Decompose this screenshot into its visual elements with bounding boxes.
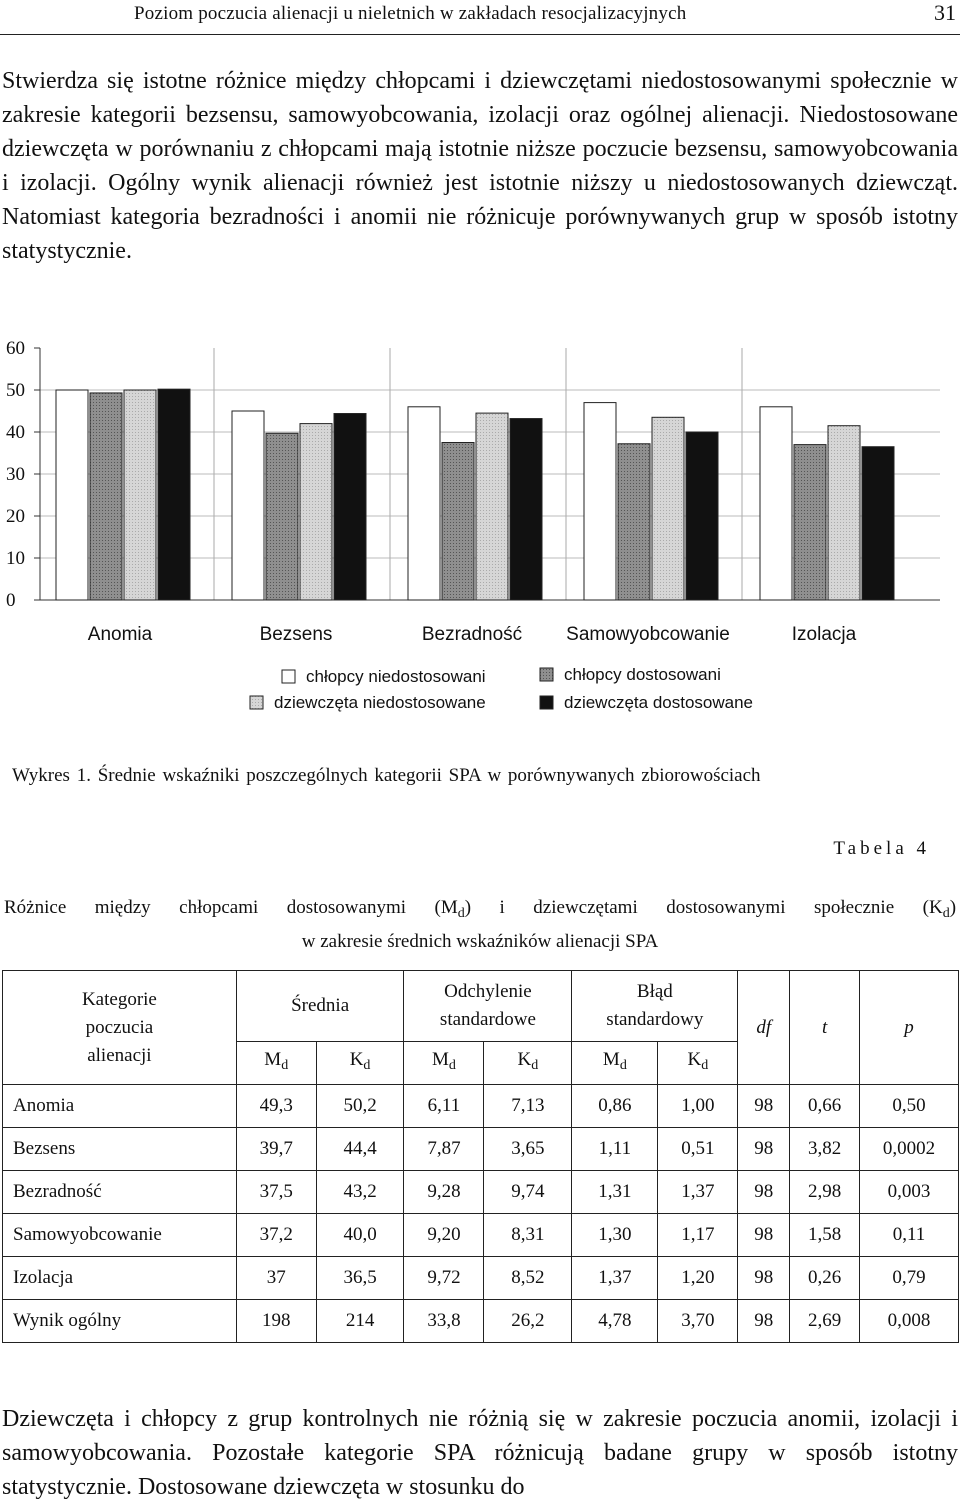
header-df-text: df xyxy=(756,1016,772,1038)
table-cell: 0,11 xyxy=(860,1214,959,1257)
legend-label: dziewczęta niedostosowane xyxy=(274,693,486,712)
category-label: Izolacja xyxy=(791,624,857,645)
table-body xyxy=(3,1085,959,1343)
table-cell-category: Anomia xyxy=(3,1085,237,1128)
table-cell: 1,17 xyxy=(658,1214,738,1257)
figure-caption: Wykres 1. Średnie wskaźniki poszczególnych kategorii SPA w porównywanych zbiorowościach xyxy=(12,765,761,786)
bar xyxy=(828,426,860,600)
body-paragraph: Stwierdza się istotne różnice między chłopcami i dziewczętami niedostosowanymi społecznie w zakresie kategorii bezsensu, samowyobcowania, izolacji oraz ogólnej alienacji. Niedostosowane dziewczęta w porównaniu z chłopcami mają istotnie niższe poczucie bezsensu, samowyobcowania i izolacji. Ogólny wynik alienacji również jest istotnie niższy u niedostosowanych dziewcząt. Natomiast kategoria bezradności i anomii nie różnicuje porównywanych grup w sposób istotny statystycznie. xyxy=(2,68,958,264)
header-t xyxy=(790,971,860,1085)
bar xyxy=(124,390,156,600)
table-cell: 4,78 xyxy=(572,1300,658,1343)
table-cell: 8,52 xyxy=(484,1257,572,1300)
chart-bars xyxy=(56,389,894,600)
table-cell: 37 xyxy=(236,1257,316,1300)
table-cell: 1,00 xyxy=(658,1085,738,1128)
table-cell: 39,7 xyxy=(236,1128,316,1171)
bar xyxy=(686,432,718,600)
header-category: Kategorie poczucia alienacji xyxy=(3,971,237,1085)
bar xyxy=(90,393,122,600)
table-cell: 1,30 xyxy=(572,1214,658,1257)
table-cell: 37,5 xyxy=(236,1171,316,1214)
caption-text-c: ) xyxy=(949,897,957,918)
table-cell: 0,003 xyxy=(860,1171,959,1214)
running-head xyxy=(0,0,960,35)
bar xyxy=(158,389,190,600)
y-tick-label: 60 xyxy=(6,338,25,359)
bar xyxy=(618,444,650,600)
bar xyxy=(232,411,264,600)
chart-legend xyxy=(250,665,753,712)
table-cell: 9,20 xyxy=(404,1214,484,1257)
table-cell: 37,2 xyxy=(236,1214,316,1257)
data-table xyxy=(2,970,959,1343)
table-cell: 7,87 xyxy=(404,1128,484,1171)
table-cell: 9,28 xyxy=(404,1171,484,1214)
bar xyxy=(584,403,616,600)
table-cell: 198 xyxy=(236,1300,316,1343)
table-cell: 44,4 xyxy=(316,1128,404,1171)
bar xyxy=(760,407,792,600)
table-number: Tabela 4 xyxy=(833,838,930,859)
table-cell: 3,82 xyxy=(790,1128,860,1171)
caption-text-b: ) i dziewczętami dostosowanymi społecznie (K xyxy=(464,897,943,918)
table-caption-line2: w zakresie średnich wskaźników alienacji SPA xyxy=(301,931,659,952)
table-cell: 0,008 xyxy=(860,1300,959,1343)
table-cell-category: Izolacja xyxy=(3,1257,237,1300)
table-caption xyxy=(0,894,960,956)
bar xyxy=(408,407,440,600)
table-cell: 1,37 xyxy=(572,1257,658,1300)
table-cell: 50,2 xyxy=(316,1085,404,1128)
y-tick-label: 50 xyxy=(6,380,25,401)
bar xyxy=(862,447,894,600)
header-sd-M: $M_d$ xyxy=(404,1042,484,1085)
bar xyxy=(510,419,542,600)
header-sd-K: $K_d$ xyxy=(484,1042,572,1085)
table-cell: 1,31 xyxy=(572,1171,658,1214)
header-mean-K: $K_d$ xyxy=(316,1042,404,1085)
table-cell: 0,50 xyxy=(860,1085,959,1128)
header-df xyxy=(738,971,790,1085)
legend-swatch xyxy=(540,668,553,681)
table-cell: 0,79 xyxy=(860,1257,959,1300)
table-row xyxy=(3,1257,959,1300)
table-cell-category: Samowyobcowanie xyxy=(3,1214,237,1257)
table-row xyxy=(3,1214,959,1257)
table-cell: 3,65 xyxy=(484,1128,572,1171)
header-mean-M: $M_d$ xyxy=(236,1042,316,1085)
category-label: Bezradność xyxy=(421,624,523,645)
legend-swatch xyxy=(282,670,295,683)
table-row xyxy=(3,1300,959,1343)
page-number: 31 xyxy=(934,0,956,25)
table-cell: 0,26 xyxy=(790,1257,860,1300)
legend-swatch xyxy=(250,696,263,709)
table-cell: 98 xyxy=(738,1128,790,1171)
bar xyxy=(652,417,684,600)
table-cell: 98 xyxy=(738,1171,790,1214)
table-cell: 2,98 xyxy=(790,1171,860,1214)
header-mean: Średnia xyxy=(236,971,404,1042)
header-p-text: p xyxy=(904,1016,914,1038)
bar xyxy=(476,413,508,600)
table-row xyxy=(3,1085,959,1128)
table-cell: 26,2 xyxy=(484,1300,572,1343)
table-row xyxy=(3,1128,959,1171)
body-paragraph: Dziewczęta i chłopcy z grup kontrolnych nie różnią się w zakresie poczucia anomii, izolacji i samowyobcowania. Pozostałe kategorie SPA różnicują badane grupy w sposób istotny statystycznie. Dostosowane dziewczęta w stosunku do xyxy=(2,1406,958,1500)
table-caption-line1 xyxy=(0,894,960,928)
legend-label: dziewczęta dostosowane xyxy=(564,693,754,712)
table-cell: 3,70 xyxy=(658,1300,738,1343)
header-se: Błąd standardowy xyxy=(572,971,738,1042)
category-label: Bezsens xyxy=(259,624,333,645)
header-t-text: t xyxy=(821,1016,828,1038)
table-cell: 98 xyxy=(738,1085,790,1128)
legend-label: chłopcy niedostosowani xyxy=(306,667,486,686)
header-sd: Odchylenie standardowe xyxy=(404,971,572,1042)
table-cell: 0,86 xyxy=(572,1085,658,1128)
table-cell: 40,0 xyxy=(316,1214,404,1257)
table-cell: 7,13 xyxy=(484,1085,572,1128)
y-tick-label: 40 xyxy=(6,422,25,443)
table-cell: 43,2 xyxy=(316,1171,404,1214)
category-label: Anomia xyxy=(87,624,153,645)
table-cell: 9,74 xyxy=(484,1171,572,1214)
table-cell-category: Bezsens xyxy=(3,1128,237,1171)
caption-sub: d xyxy=(942,906,950,921)
table-cell: 1,11 xyxy=(572,1128,658,1171)
bar-chart xyxy=(0,330,960,730)
table-row xyxy=(3,1171,959,1214)
legend-label: chłopcy dostosowani xyxy=(564,665,721,684)
table-cell: 0,66 xyxy=(790,1085,860,1128)
table-cell: 33,8 xyxy=(404,1300,484,1343)
y-tick-label: 10 xyxy=(6,548,25,569)
table-cell: 0,51 xyxy=(658,1128,738,1171)
bar xyxy=(266,433,298,600)
legend-swatch xyxy=(540,696,553,709)
table-cell: 1,20 xyxy=(658,1257,738,1300)
running-title: Poziom poczucia alienacji u nieletnich w zakładach resocjalizacyjnych xyxy=(134,3,687,24)
table-cell: 2,69 xyxy=(790,1300,860,1343)
table-cell: 8,31 xyxy=(484,1214,572,1257)
table-cell: 98 xyxy=(738,1300,790,1343)
caption-text-a: Różnice między chłopcami dostosowanymi (M xyxy=(4,897,458,918)
bar xyxy=(442,443,474,601)
table-cell: 98 xyxy=(738,1214,790,1257)
header-p xyxy=(860,971,959,1085)
table-cell-category: Wynik ogólny xyxy=(3,1300,237,1343)
table-cell: 1,58 xyxy=(790,1214,860,1257)
table-cell-category: Bezradność xyxy=(3,1171,237,1214)
table-cell: 214 xyxy=(316,1300,404,1343)
table-cell: 1,37 xyxy=(658,1171,738,1214)
y-tick-label: 20 xyxy=(6,506,25,527)
table-cell: 98 xyxy=(738,1257,790,1300)
table-cell: 6,11 xyxy=(404,1085,484,1128)
table-cell: 36,5 xyxy=(316,1257,404,1300)
header-se-K: $K_d$ xyxy=(658,1042,738,1085)
header-se-M: $M_d$ xyxy=(572,1042,658,1085)
table-cell: 49,3 xyxy=(236,1085,316,1128)
bar xyxy=(334,414,366,600)
bar xyxy=(300,424,332,600)
table-cell: 0,0002 xyxy=(860,1128,959,1171)
table-cell: 9,72 xyxy=(404,1257,484,1300)
y-tick-label: 0 xyxy=(6,590,16,611)
category-label: Samowyobcowanie xyxy=(566,624,730,645)
y-tick-label: 30 xyxy=(6,464,25,485)
caption-sub: d xyxy=(457,906,465,921)
bar xyxy=(794,445,826,600)
bar xyxy=(56,390,88,600)
